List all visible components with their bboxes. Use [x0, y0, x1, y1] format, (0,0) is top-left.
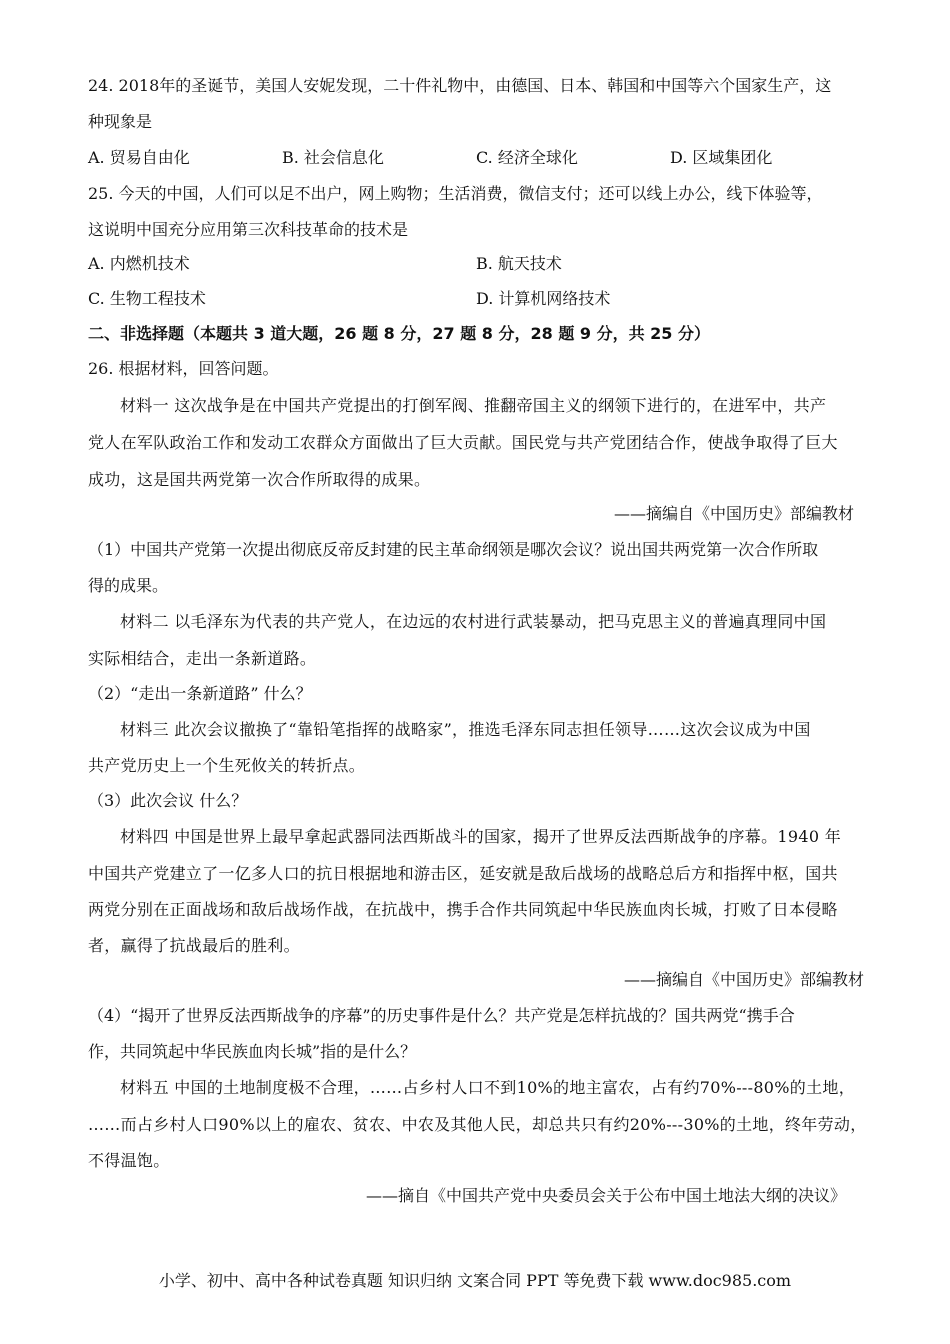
material4-line4: 者，赢得了抗战最后的胜利。	[88, 936, 300, 955]
material5-line2: ……而占乡村人口90%以上的雇农、贫农、中农及其他人民，却总共只有约20%---30%的土地，终年劳动，	[88, 1115, 867, 1134]
material1-source: ——摘编自《中国历史》部编教材	[614, 504, 855, 523]
material5-source: ——摘自《中国共产党中央委员会关于公布中国土地法大纲的决议》	[366, 1186, 847, 1205]
q24-stem-line2: 种现象是	[88, 112, 153, 131]
material1-line3: 成功，这是国共两党第一次合作所取得的成果。	[88, 470, 431, 489]
material4-line1: 材料四 中国是世界上最早拿起武器同法西斯战斗的国家，揭开了世界反法西斯战争的序幕。1940 年	[120, 827, 841, 846]
material4-line3: 两党分别在正面战场和敌后战场作战，在抗战中，携手合作共同筑起中华民族血肉长城，打败了日本侵略	[88, 900, 838, 919]
q26-sub2: （2）“走出一条新道路” 什么？	[88, 684, 312, 703]
material1-line1: 材料一 这次战争是在中国共产党提出的打倒军阀、推翻帝国主义的纲领下进行的，在进军中，共产	[120, 396, 827, 415]
material4-source: ——摘编自《中国历史》部编教材	[624, 970, 865, 989]
q25-option-a: A. 内燃机技术	[88, 254, 190, 273]
q26-intro: 26. 根据材料，回答问题。	[88, 359, 279, 378]
material4-line2: 中国共产党建立了一亿多人口的抗日根据地和游击区，延安就是敌后战场的战略总后方和指挥中枢，国共	[88, 864, 838, 883]
q26-sub3: （3）此次会议 什么？	[88, 791, 248, 810]
q25-option-c: C. 生物工程技术	[88, 289, 206, 308]
q25-stem-line2: 这说明中国充分应用第三次科技革命的技术是	[88, 220, 409, 239]
q26-sub1-line2: 得的成果。	[88, 576, 169, 595]
q26-sub4-line2: 作，共同筑起中华民族血肉长城”指的是什么？	[88, 1042, 417, 1061]
material5-line1: 材料五 中国的土地制度极不合理，……占乡村人口不到10%的地主富农，占有约70%---80%的土地，	[120, 1078, 855, 1097]
material3-line1: 材料三 此次会议撤换了“靠铅笔指挥的战略家”，推选毛泽东同志担任领导……这次会议成为中国	[120, 720, 811, 739]
q24-stem-line1: 24. 2018年的圣诞节，美国人安妮发现，二十件礼物中，由德国、日本、韩国和中国等六个国家生产，这	[88, 76, 832, 95]
material5-line3: 不得温饱。	[88, 1151, 170, 1170]
q26-sub4-line1: （4）“揭开了世界反法西斯战争的序幕”的历史事件是什么？共产党是怎样抗战的？国共两党“携手合	[88, 1006, 795, 1025]
q25-option-b: B. 航天技术	[476, 254, 562, 273]
q26-sub1-line1: （1）中国共产党第一次提出彻底反帝反封建的民主革命纲领是哪次会议？说出国共两党第一次合作所取	[88, 540, 819, 559]
material3-line2: 共产党历史上一个生死攸关的转折点。	[88, 756, 366, 775]
material2-line2: 实际相结合，走出一条新道路。	[88, 649, 317, 668]
page-footer: 小学、初中、高中各种试卷真题 知识归纳 文案合同 PPT 等免费下载 www.doc985.com	[158, 1271, 792, 1290]
q25-stem-line1: 25. 今天的中国，人们可以足不出户，网上购物；生活消费，微信支付；还可以线上办公，线下体验等，	[88, 184, 823, 203]
q24-option-b: B. 社会信息化	[282, 148, 384, 167]
q24-option-c: C. 经济全球化	[476, 148, 578, 167]
q25-option-d: D. 计算机网络技术	[476, 289, 611, 308]
q24-option-d: D. 区域集团化	[670, 148, 773, 167]
material2-line1: 材料二 以毛泽东为代表的共产党人，在边远的农村进行武装暴动，把马克思主义的普遍真理同中国	[120, 612, 827, 631]
q24-option-a: A. 贸易自由化	[88, 148, 190, 167]
section2-heading: 二、非选择题（本题共 3 道大题，26 题 8 分，27 题 8 分，28 题 9 分，共 25 分）	[88, 324, 711, 343]
material1-line2: 党人在军队政治工作和发动工农群众方面做出了巨大贡献。国民党与共产党团结合作，使战争取得了巨大	[88, 433, 838, 452]
